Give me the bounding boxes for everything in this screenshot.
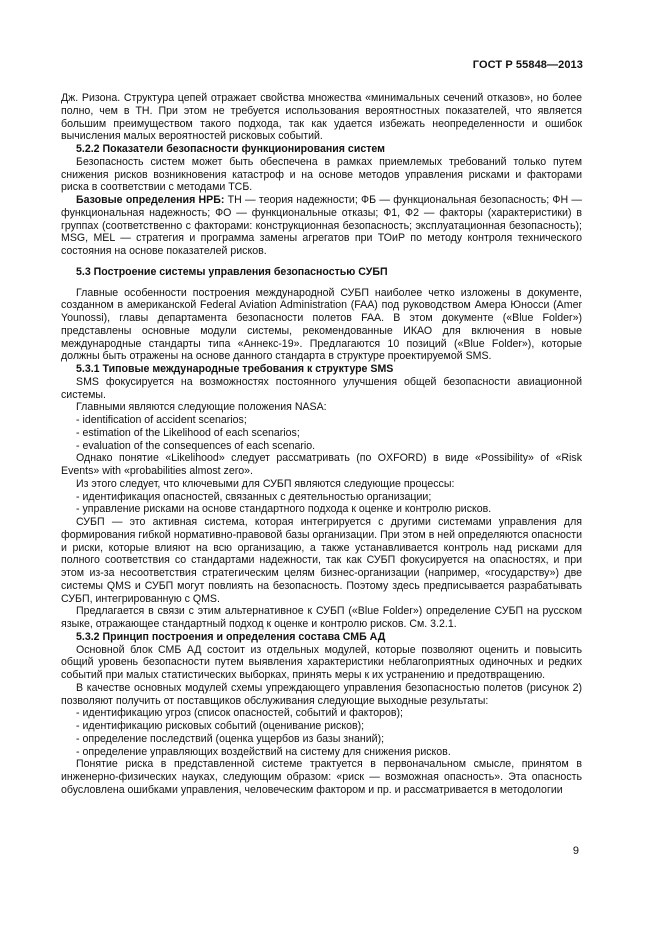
list-item: - определение управляющих воздействий на систему для снижения рисков.: [76, 745, 451, 758]
paragraph-alternative-definition: Предлагается в связи с этим альтернативное к СУБП («Blue Folder») определение СУБП на русском языке, отражающее стандартный подход к оценке и контролю рисков. См. 3.2.1.: [61, 605, 582, 630]
paragraph-likelihood: Однако понятие «Likelihood» следует рассматривать (по OXFORD) в виде «Possibility» of «Risk Events» with «probabilities almost zero».: [61, 452, 582, 477]
paragraph-nasa-intro: Главными являются следующие положения NASA:: [76, 401, 327, 414]
list-item: - evaluation of the consequences of each scenario.: [76, 439, 316, 452]
base-definitions-text: ТН — теория надежности; ФБ — функциональная безопасность; ФН — функциональная надежность; ФО — функциональные отказы; Ф1, Ф2 — факторы (характеристики) в группах (соответственно с факторами: конструкционная безопасность; эксплуатационная безопасность); MSG, MEL — стратегия и программа замены агрегатов при ТОиР по методу контроля технического состояния на основе показателей рисков.: [61, 194, 582, 257]
page-number: 9: [572, 845, 579, 857]
base-definitions-lead: Базовые определения НРБ:: [76, 194, 225, 206]
section-heading-5-3-2: 5.3.2 Принцип построения и определения состава СМБ АД: [76, 630, 386, 643]
list-item: - идентификацию угроз (список опасностей, событий и факторов);: [76, 707, 403, 720]
paragraph-key-processes: Из этого следует, что ключевыми для СУБП являются следующие процессы:: [76, 477, 455, 490]
paragraph-sms-focus: SMS фокусируется на возможностях постоянного улучшения общей безопасности авиационной системы.: [61, 375, 582, 401]
document-body: [61, 92, 582, 797]
paragraph-main-block: Основной блок СМБ АД состоит из отдельных модулей, которые позволяют оценить и повысить общий уровень безопасности путем выявления характеристики неблагоприятных одиночных и редких событий при малых статистических выборках, принять меры к их устранению и предотвращению.: [61, 643, 582, 681]
paragraph-base-definitions: [61, 194, 582, 258]
section-heading-5-2-2: 5.2.2 Показатели безопасности функционирования систем: [76, 143, 385, 155]
paragraph-safety-risk: Безопасность систем может быть обеспечена в рамках приемлемых требований только путем снижения рисков возникновения катастроф и на основе методов управления рисками и факторами риска в соответствии с методами ТСБ.: [61, 155, 582, 194]
list-item: - определение последствий (оценка ущербов из базы знаний);: [76, 732, 385, 745]
list-item: - estimation of the Likelihood of each scenarios;: [76, 426, 300, 439]
paragraph-subp-active-system: СУБП — это активная система, которая интегрируется с другими системами управления для формирования гибкой нормативно-правовой базы организации. При этом в ней определяются опасности и риски, которые влияют на всю организацию, а также устанавливается контроль над рисками для полного соответствия со стандартами надежности, так как СУБП фокусируется на опасностях, и при этом из-за несоответствия стратегическим целям бизнес-организации (например, «государству») две системы QMS и СУБП могут повлиять на безопасность. Поэтому здесь предписывается разрабатывать СУБП, интегрированную с QMS.: [61, 516, 582, 605]
paragraph-risk-concept: Понятие риска в представленной системе трактуется в первоначальном смысле, принятом в инженерно-физических науках, следующим образом: «риск — возможная опасность». Эта опасность обусловлена ошибками управления, человеческим фактором и пр. и рассматривается в методологии: [61, 758, 582, 796]
list-item: - идентификацию рисковых событий (оценивание рисков);: [76, 720, 365, 732]
paragraph-faa-document: Главные особенности построения международной СУБП наиболее четко изложены в документе, созданном в американской Federal Aviation Administration (FAA) под руководством Амера Юносси (Amer Younossi), главы департамента безопасности полетов FAA. В этом документе («Blue Folder») представлены основные модули системы, рекомендованные ИКАО для включения в новые международные стандарты типа «Аннекс-19». Предлагаются 10 позиций («Blue Folder»), которые должны быть отражены на основе данного стандарта в структуре проектируемой SMS.: [61, 286, 582, 363]
section-heading-5-3: 5.3 Построение системы управления безопасностью СУБП: [76, 265, 388, 278]
list-item: - identification of accident scenarios;: [76, 414, 247, 426]
document-standard-id: ГОСТ Р 55848—2013: [472, 59, 583, 71]
list-item: - управление рисками на основе стандартного подхода к оценке и контролю рисков.: [76, 503, 492, 516]
paragraph-reason-continuation: Дж. Ризона. Структура цепей отражает свойства множества «минимальных сечений отказов», но более полно, чем в ТН. При этом не требуется использования вероятностных показателей, что является большим преимуществом такого подхода, так как удается избежать неопределенности и ошибок вычисления малых вероятностей рисковых событий.: [61, 92, 582, 143]
list-item: - идентификация опасностей, связанных с деятельностью организации;: [76, 490, 432, 503]
paragraph-main-modules: В качестве основных модулей схемы упреждающего управления безопасностью полетов (рисунок 2) позволяют получить от поставщиков обслуживания следующие выходные результаты:: [61, 681, 582, 707]
section-heading-5-3-1: 5.3.1 Типовые международные требования к структуре SMS: [76, 363, 394, 375]
